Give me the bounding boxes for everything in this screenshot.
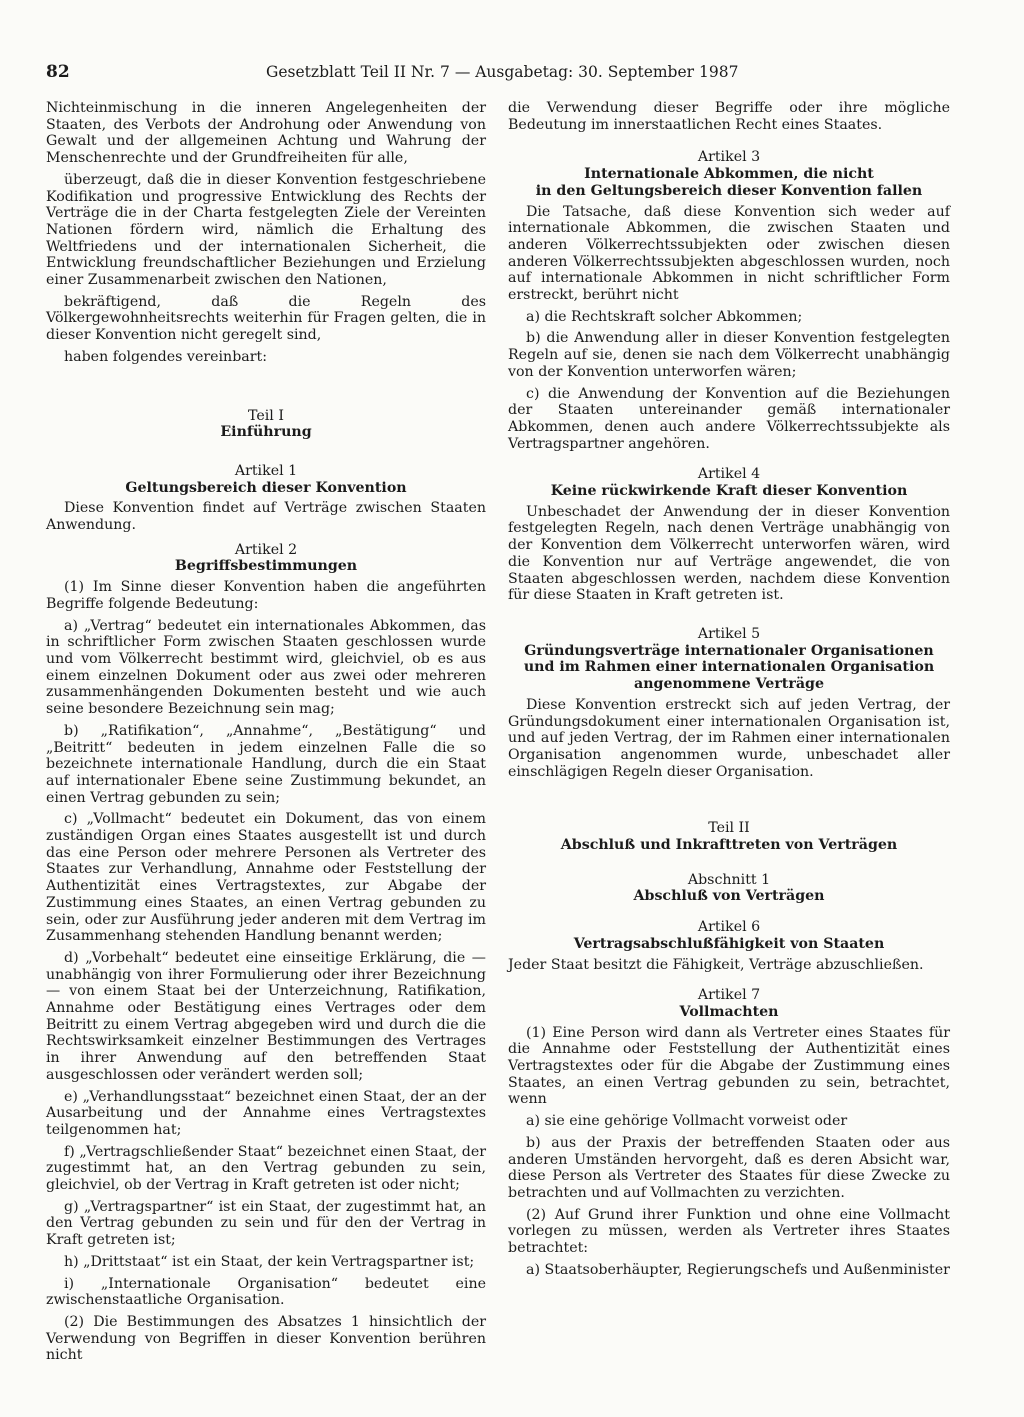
list-item: c) „Vollmacht“ bedeutet ein Dokument, das von einem zuständigen Organ eines Staates ausgestellt ist und durch das eine Person oder mehrere Personen als Vertreter des Staates zur Verhandlung, Annahme oder Feststellung der Authentizität eines Vertragstextes, zur Abgabe der Zustimmung eines Staates, an einen Vertrag gebunden zu sein, oder zur Ausführung jeder anderen mit dem Vertrag im Zusammenhang stehenden Handlung benannt werden; [46, 811, 486, 945]
article-title: Keine rückwirkende Kraft dieser Konvention [550, 483, 908, 500]
page-number: 82 [46, 62, 70, 82]
list-item: a) „Vertrag“ bedeutet ein internationales Abkommen, das in schriftlicher Form zwischen Staaten geschlossen wurde und vom Völkerrecht bestimmt wird, gleichviel, ob es aus einem einzelnen Dokument oder aus zwei oder mehreren zusammenhängenden Dokumenten besteht und wie auch seine besondere Bezeichnung sein mag; [46, 617, 486, 718]
list-item: e) „Verhandlungsstaat“ bezeichnet einen Staat, der an der Ausarbeitung und der Annahme eines Vertragstextes teilgenommen hat; [46, 1088, 486, 1138]
list-item: a) sie eine gehörige Vollmacht vorweist oder [526, 1113, 848, 1130]
article-title: Begriffsbestimmungen [174, 558, 358, 575]
article-label: Artikel 5 [697, 625, 761, 642]
paragraph: die Verwendung dieser Begriffe oder ihre mögliche Bedeutung im innerstaatlichen Recht eines Staates. [508, 100, 950, 133]
paragraph: (2) Die Bestimmungen des Absatzes 1 hinsichtlich der Verwendung von Begriffen in dieser Konvention berühren nicht [46, 1314, 486, 1364]
section-label: Abschnitt 1 [687, 871, 771, 888]
part-title: Einführung [220, 424, 312, 441]
article-title: Internationale Abkommen, die nicht [584, 166, 874, 183]
list-item: c) die Anwendung der Konvention auf die Beziehungen der Staaten untereinander gemäß internationaler Abkommen, denen auch andere Völkerrechtssubjekte als Vertragspartner angehören. [508, 385, 950, 452]
article-label: Artikel 4 [697, 466, 761, 483]
paragraph: Diese Konvention erstreckt sich auf jeden Vertrag, der Gründungsdokument einer internationalen Organisation ist, und auf jeden Vertrag, der im Rahmen einer internationalen Organisation angenommen wurde, unbeschadet aller einschlägigen Regeln dieser Organisation. [508, 696, 950, 780]
paragraph: Unbeschadet der Anwendung der in dieser Konvention festgelegten Regeln, nach denen Verträge unabhängig von der Konvention dem Völkerrecht unterworfen wären, wird die Konvention nur auf Verträge angewendet, die von Staaten abgeschlossen werden, nachdem diese Konvention für diese Staaten in Kraft getreten ist. [508, 503, 950, 604]
article-body [46, 579, 486, 1364]
list-item: g) „Vertragspartner“ ist ein Staat, der zugestimmt hat, an den Vertrag gebunden zu sein und für den der Vertrag in Kraft getreten ist; [46, 1198, 486, 1249]
list-item: b) aus der Praxis der betreffenden Staaten oder aus anderen Umständen hervorgeht, daß es deren Absicht war, diese Person als Vertreter des Staates für diese Zwecke zu betrachten und auf Vollmachten zu verzichten. [508, 1134, 950, 1201]
list-item: a) Staatsoberhäupter, Regierungschefs und Außenminister [526, 1261, 950, 1278]
paragraph: haben folgendes vereinbart: [64, 348, 268, 365]
article-title: Vollmachten [679, 1003, 779, 1020]
article-label: Artikel 3 [697, 149, 761, 166]
paragraph: Die Tatsache, daß diese Konvention sich weder auf internationale Abkommen, die zwischen Staaten und anderen Völkerrechtssubjekten oder zwischen diesen anderen Völkerrechtssubjekten abgeschlossen wurden, noch auf internationale Abkommen in nicht schriftlicher Form erstreckt, berührt nicht [508, 203, 950, 304]
article-title: in den Geltungsbereich dieser Konvention fallen [535, 182, 923, 199]
list-item: i) „Internationale Organisation“ bedeutet eine zwischenstaatliche Organisation. [46, 1275, 486, 1309]
left-column [46, 100, 486, 1369]
article-label: Artikel 2 [234, 541, 298, 558]
paragraph: Diese Konvention findet auf Verträge zwischen Staaten Anwendung. [46, 500, 486, 534]
list-item: b) die Anwendung aller in dieser Konvention festgelegten Regeln auf sie, denen sie nach dem Völkerrecht unabhängig von der Konvention unterworfen wären; [508, 330, 950, 380]
paragraph: (1) Im Sinne dieser Konvention haben die angeführten Begriffe folgende Bedeutung: [46, 579, 486, 612]
list-item: a) die Rechtskraft solcher Abkommen; [526, 308, 803, 325]
running-title: Gesetzblatt Teil II Nr. 7 — Ausgabetag: 30. September 1987 [266, 63, 739, 81]
paragraph: (1) Eine Person wird dann als Vertreter eines Staates für die Annahme oder Feststellung der Authentizität eines Vertragstextes oder für die Abgabe der Zustimmung eines Staates, an einen Vertrag gebunden zu sein, betrachtet, wenn [508, 1024, 950, 1108]
article-label: Artikel 1 [234, 462, 298, 479]
article-title: Gründungsverträge internationaler Organisationen [524, 642, 934, 659]
list-item: h) „Drittstaat“ ist ein Staat, der kein Vertragspartner ist; [64, 1253, 475, 1270]
page-header [46, 58, 966, 86]
part-label: Teil I [248, 407, 284, 424]
article-label: Artikel 7 [697, 987, 761, 1004]
article-title: Geltungsbereich dieser Konvention [125, 479, 407, 496]
list-item: f) „Vertragschließender Staat“ bezeichnet einen Staat, der zugestimmt hat, an den Vertrag gebunden zu sein, gleichviel, ob der Vertrag in Kraft getreten ist oder nicht; [46, 1143, 486, 1194]
article-title: angenommene Verträge [634, 676, 824, 693]
part-title: Abschluß und Inkrafttreten von Verträgen [560, 837, 898, 854]
paragraph: überzeugt, daß die in dieser Konvention festgeschriebene Kodifikation und progressive Entwicklung des Rechts der Verträge die in der Charta festgelegten Ziele der Vereinten Nationen fördern wird, nämlich die Erhaltung des Weltfriedens und der internationalen Sicherheit, die Entwicklung freundschaftlicher Beziehungen und Erzielung einer Zusammenarbeit zwischen den Nationen, [46, 171, 486, 289]
paragraph: (2) Auf Grund ihrer Funktion und ohne eine Vollmacht vorlegen zu müssen, werden als Vertreter ihres Staates betrachtet: [508, 1206, 950, 1257]
paragraph: Nichteinmischung in die inneren Angelegenheiten der Staaten, des Verbots der Androhung oder Anwendung von Gewalt und der allgemeinen Achtung und Wahrung der Menschenrechte und der Grundfreiheiten für alle, [46, 100, 486, 167]
list-item: b) „Ratifikation“, „Annahme“, „Bestätigung“ und „Beitritt“ bedeuten in jedem einzelnen Falle die so bezeichnete internationale Handlung, durch die ein Staat auf internationaler Ebene seine Zustimmung bekundet, an einen Vertrag gebunden zu sein; [46, 722, 486, 806]
article-title: und im Rahmen einer internationalen Organisation [523, 659, 935, 676]
right-column [508, 100, 950, 1283]
list-item: d) „Vorbehalt“ bedeutet eine einseitige Erklärung, die — unabhängig von ihrer Formulierung oder ihrer Bezeichnung — von einem Staat bei der Unterzeichnung, Ratifikation, Annahme oder Bestätigung eines Vertrages oder dem Beitritt zu einem Vertrag abgegeben wird und durch die die Rechtswirksamkeit einzelner Bestimmungen des Vertrages in ihrer Anwendung auf den betreffenden Staat ausgeschlossen oder verändert werden soll; [46, 949, 486, 1083]
article-title: Vertragsabschlußfähigkeit von Staaten [573, 935, 885, 952]
section-title: Abschluß von Verträgen [633, 888, 825, 905]
part-label: Teil II [708, 820, 750, 837]
paragraph: bekräftigend, daß die Regeln des Völkergewohnheitsrechts weiterhin für Fragen gelten, die in dieser Konvention nicht geregelt sind, [46, 293, 486, 344]
paragraph: Jeder Staat besitzt die Fähigkeit, Verträge abzuschließen. [508, 956, 924, 973]
article-label: Artikel 6 [697, 919, 761, 936]
